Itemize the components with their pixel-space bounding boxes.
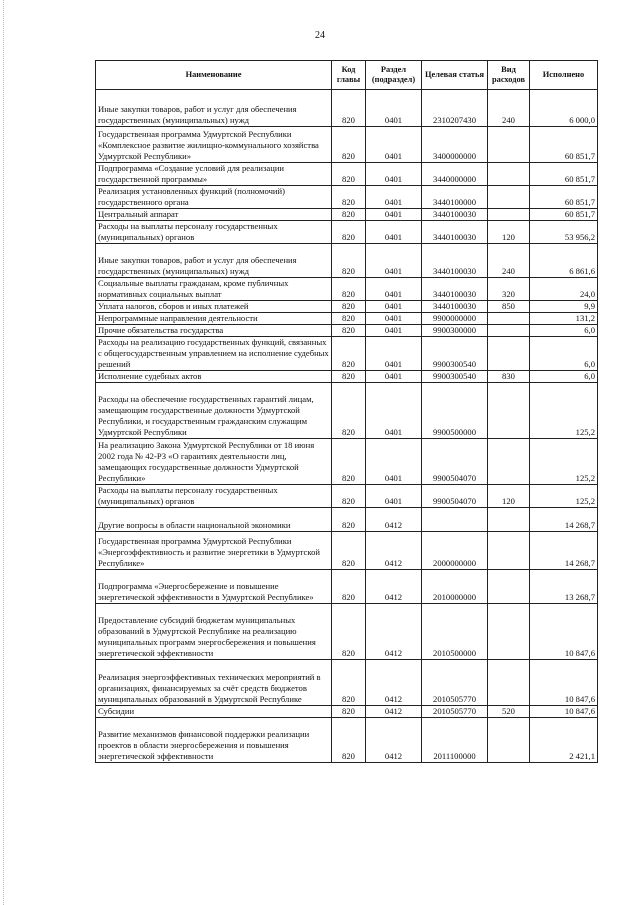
- table-row: [96, 383, 598, 439]
- cell-code: 820: [332, 371, 366, 383]
- cell-executed: 125,2: [530, 383, 598, 439]
- cell-name: Социальные выплаты гражданам, кроме публичных нормативных социальных выплат: [96, 278, 332, 301]
- cell-target: [422, 508, 488, 532]
- cell-code: 820: [332, 508, 366, 532]
- cell-executed: 10 847,6: [530, 660, 598, 706]
- table-body: [96, 90, 598, 763]
- cell-target: 2000000000: [422, 532, 488, 570]
- cell-name: Предоставление субсидий бюджетам муниципальных образований в Удмуртской Республике на реализацию муниципальных программ энергосбережения и повышения энергетической эффективности: [96, 604, 332, 660]
- cell-section: 0401: [366, 186, 422, 209]
- cell-target: 9900000000: [422, 313, 488, 325]
- cell-executed: 13 268,7: [530, 570, 598, 604]
- cell-name: Иные закупки товаров, работ и услуг для обеспечения государственных (муниципальных) нужд: [96, 90, 332, 127]
- cell-executed: 6,0: [530, 337, 598, 371]
- table-row: [96, 90, 598, 127]
- cell-target: 3440000000: [422, 163, 488, 186]
- header-executed: Исполнено: [530, 61, 598, 90]
- cell-type: [488, 163, 530, 186]
- cell-code: 820: [332, 90, 366, 127]
- table-row: [96, 186, 598, 209]
- cell-name: Исполнение судебных актов: [96, 371, 332, 383]
- cell-code: 820: [332, 706, 366, 718]
- table-row: [96, 221, 598, 244]
- cell-section: 0401: [366, 301, 422, 313]
- cell-type: 320: [488, 278, 530, 301]
- cell-code: 820: [332, 718, 366, 763]
- cell-executed: 125,2: [530, 439, 598, 485]
- cell-name: Иные закупки товаров, работ и услуг для обеспечения государственных (муниципальных) нужд: [96, 244, 332, 278]
- cell-type: 120: [488, 485, 530, 508]
- table-row: [96, 301, 598, 313]
- cell-type: [488, 127, 530, 163]
- cell-name: Центральный аппарат: [96, 209, 332, 221]
- table-row: [96, 313, 598, 325]
- page-number: 24: [315, 30, 325, 41]
- header-name: Наименование: [96, 61, 332, 90]
- cell-name: Непрограммные направления деятельности: [96, 313, 332, 325]
- cell-code: 820: [332, 163, 366, 186]
- cell-type: 830: [488, 371, 530, 383]
- cell-name: На реализацию Закона Удмуртской Республики от 18 июня 2002 года № 42-РЗ «О гарантиях деятельности лиц, замещающих государственные должности Удмуртской Республики»: [96, 439, 332, 485]
- table-row: [96, 718, 598, 763]
- table-row: [96, 570, 598, 604]
- cell-executed: 60 851,7: [530, 186, 598, 209]
- table-row: [96, 660, 598, 706]
- cell-type: 240: [488, 90, 530, 127]
- cell-target: 3400000000: [422, 127, 488, 163]
- cell-name: Государственная программа Удмуртской Республики «Энергоэффективность и развитие энергетики в Удмуртской Республике»: [96, 532, 332, 570]
- cell-type: [488, 439, 530, 485]
- cell-type: 240: [488, 244, 530, 278]
- cell-executed: 60 851,7: [530, 163, 598, 186]
- cell-target: 9900300000: [422, 325, 488, 337]
- table-row: [96, 278, 598, 301]
- table-row: [96, 244, 598, 278]
- cell-executed: 6 000,0: [530, 90, 598, 127]
- cell-target: 3440100000: [422, 186, 488, 209]
- cell-section: 0401: [366, 325, 422, 337]
- cell-section: 0401: [366, 383, 422, 439]
- cell-section: 0412: [366, 660, 422, 706]
- cell-name: Расходы на реализацию государственных функций, связанных с общегосударственным управлением на исполнение судебных решений: [96, 337, 332, 371]
- cell-name: Подпрограмма «Энергосбережение и повышение энергетической эффективности в Удмуртской Республике»: [96, 570, 332, 604]
- cell-section: 0412: [366, 570, 422, 604]
- cell-name: Уплата налогов, сборов и иных платежей: [96, 301, 332, 313]
- cell-target: 3440100030: [422, 221, 488, 244]
- cell-executed: 6,0: [530, 325, 598, 337]
- cell-type: [488, 604, 530, 660]
- cell-type: [488, 209, 530, 221]
- cell-executed: 2 421,1: [530, 718, 598, 763]
- cell-executed: 10 847,6: [530, 604, 598, 660]
- cell-name: Прочие обязательства государства: [96, 325, 332, 337]
- cell-code: 820: [332, 383, 366, 439]
- cell-type: 520: [488, 706, 530, 718]
- cell-executed: 6 861,6: [530, 244, 598, 278]
- cell-code: 820: [332, 660, 366, 706]
- cell-code: 820: [332, 244, 366, 278]
- cell-target: 2010000000: [422, 570, 488, 604]
- cell-executed: 60 851,7: [530, 127, 598, 163]
- cell-code: 820: [332, 313, 366, 325]
- table-row: [96, 337, 598, 371]
- cell-section: 0401: [366, 127, 422, 163]
- header-section: Раздел (подраздел): [366, 61, 422, 90]
- cell-name: Субсидии: [96, 706, 332, 718]
- cell-executed: 24,0: [530, 278, 598, 301]
- cell-type: [488, 532, 530, 570]
- cell-executed: 131,2: [530, 313, 598, 325]
- cell-section: 0401: [366, 90, 422, 127]
- cell-code: 820: [332, 301, 366, 313]
- cell-target: 3440100030: [422, 209, 488, 221]
- cell-name: Расходы на выплаты персоналу государственных (муниципальных) органов: [96, 221, 332, 244]
- cell-section: 0401: [366, 313, 422, 325]
- cell-code: 820: [332, 209, 366, 221]
- cell-type: [488, 718, 530, 763]
- table-row: [96, 127, 598, 163]
- cell-code: 820: [332, 127, 366, 163]
- table-row: [96, 532, 598, 570]
- cell-type: 850: [488, 301, 530, 313]
- cell-target: 3440100030: [422, 278, 488, 301]
- table-header-row: [96, 61, 598, 90]
- cell-code: 820: [332, 570, 366, 604]
- cell-name: Государственная программа Удмуртской Республики «Комплексное развитие жилищно-коммунального хозяйства Удмуртской Республики»: [96, 127, 332, 163]
- cell-type: [488, 325, 530, 337]
- table-row: [96, 325, 598, 337]
- header-type: Вид расходов: [488, 61, 530, 90]
- cell-code: 820: [332, 221, 366, 244]
- table-row: [96, 209, 598, 221]
- cell-executed: 6,0: [530, 371, 598, 383]
- cell-section: 0401: [366, 337, 422, 371]
- cell-executed: 53 956,2: [530, 221, 598, 244]
- table-row: [96, 371, 598, 383]
- cell-section: 0412: [366, 508, 422, 532]
- cell-section: 0412: [366, 718, 422, 763]
- table-row: [96, 485, 598, 508]
- cell-type: [488, 508, 530, 532]
- cell-code: 820: [332, 278, 366, 301]
- table-row: [96, 604, 598, 660]
- cell-section: 0401: [366, 163, 422, 186]
- cell-type: [488, 570, 530, 604]
- cell-target: 2310207430: [422, 90, 488, 127]
- cell-code: 820: [332, 439, 366, 485]
- cell-code: 820: [332, 325, 366, 337]
- cell-type: [488, 313, 530, 325]
- cell-name: Расходы на выплаты персоналу государственных (муниципальных) органов: [96, 485, 332, 508]
- cell-target: 2011100000: [422, 718, 488, 763]
- cell-target: 2010500000: [422, 604, 488, 660]
- cell-code: 820: [332, 604, 366, 660]
- cell-section: 0401: [366, 371, 422, 383]
- cell-code: 820: [332, 532, 366, 570]
- header-target: Целевая статья: [422, 61, 488, 90]
- cell-executed: 14 268,7: [530, 508, 598, 532]
- cell-section: 0412: [366, 532, 422, 570]
- cell-name: Подпрограмма «Создание условий для реализации государственной программы»: [96, 163, 332, 186]
- cell-type: [488, 186, 530, 209]
- cell-section: 0412: [366, 604, 422, 660]
- scan-edge-line: [3, 0, 5, 905]
- cell-code: 820: [332, 485, 366, 508]
- cell-section: 0412: [366, 706, 422, 718]
- cell-section: 0401: [366, 221, 422, 244]
- cell-name: Развитие механизмов финансовой поддержки реализации проектов в области энергосбережения и повышения энергетической эффективности: [96, 718, 332, 763]
- cell-section: 0401: [366, 244, 422, 278]
- cell-executed: 125,2: [530, 485, 598, 508]
- cell-section: 0401: [366, 439, 422, 485]
- header-code: Код главы: [332, 61, 366, 90]
- cell-section: 0401: [366, 278, 422, 301]
- cell-target: 9900300540: [422, 337, 488, 371]
- cell-name: Другие вопросы в области национальной экономики: [96, 508, 332, 532]
- cell-name: Реализация энергоэффективных технических мероприятий в организациях, финансируемых за счёт средств бюджетов муниципальных образований в Удмуртской Республике: [96, 660, 332, 706]
- cell-code: 820: [332, 186, 366, 209]
- cell-target: 9900504070: [422, 485, 488, 508]
- cell-executed: 10 847,6: [530, 706, 598, 718]
- cell-target: 9900500000: [422, 383, 488, 439]
- table-row: [96, 508, 598, 532]
- cell-target: 3440100030: [422, 244, 488, 278]
- cell-section: 0401: [366, 485, 422, 508]
- cell-type: [488, 337, 530, 371]
- cell-executed: 60 851,7: [530, 209, 598, 221]
- cell-type: [488, 383, 530, 439]
- table-row: [96, 163, 598, 186]
- cell-target: 2010505770: [422, 706, 488, 718]
- cell-target: 2010505770: [422, 660, 488, 706]
- cell-name: Реализация установленных функций (полномочий) государственного органа: [96, 186, 332, 209]
- cell-type: 120: [488, 221, 530, 244]
- cell-section: 0401: [366, 209, 422, 221]
- cell-name: Расходы на обеспечение государственных гарантий лицам, замещающим государственные должности Удмуртской Республики, и государственным гражданским служащим Удмуртской Республики: [96, 383, 332, 439]
- budget-execution-table: [95, 60, 598, 763]
- cell-target: 9900504070: [422, 439, 488, 485]
- cell-executed: 9,9: [530, 301, 598, 313]
- cell-code: 820: [332, 337, 366, 371]
- cell-target: 9900300540: [422, 371, 488, 383]
- table-row: [96, 439, 598, 485]
- cell-target: 3440100030: [422, 301, 488, 313]
- cell-executed: 14 268,7: [530, 532, 598, 570]
- cell-type: [488, 660, 530, 706]
- table-row: [96, 706, 598, 718]
